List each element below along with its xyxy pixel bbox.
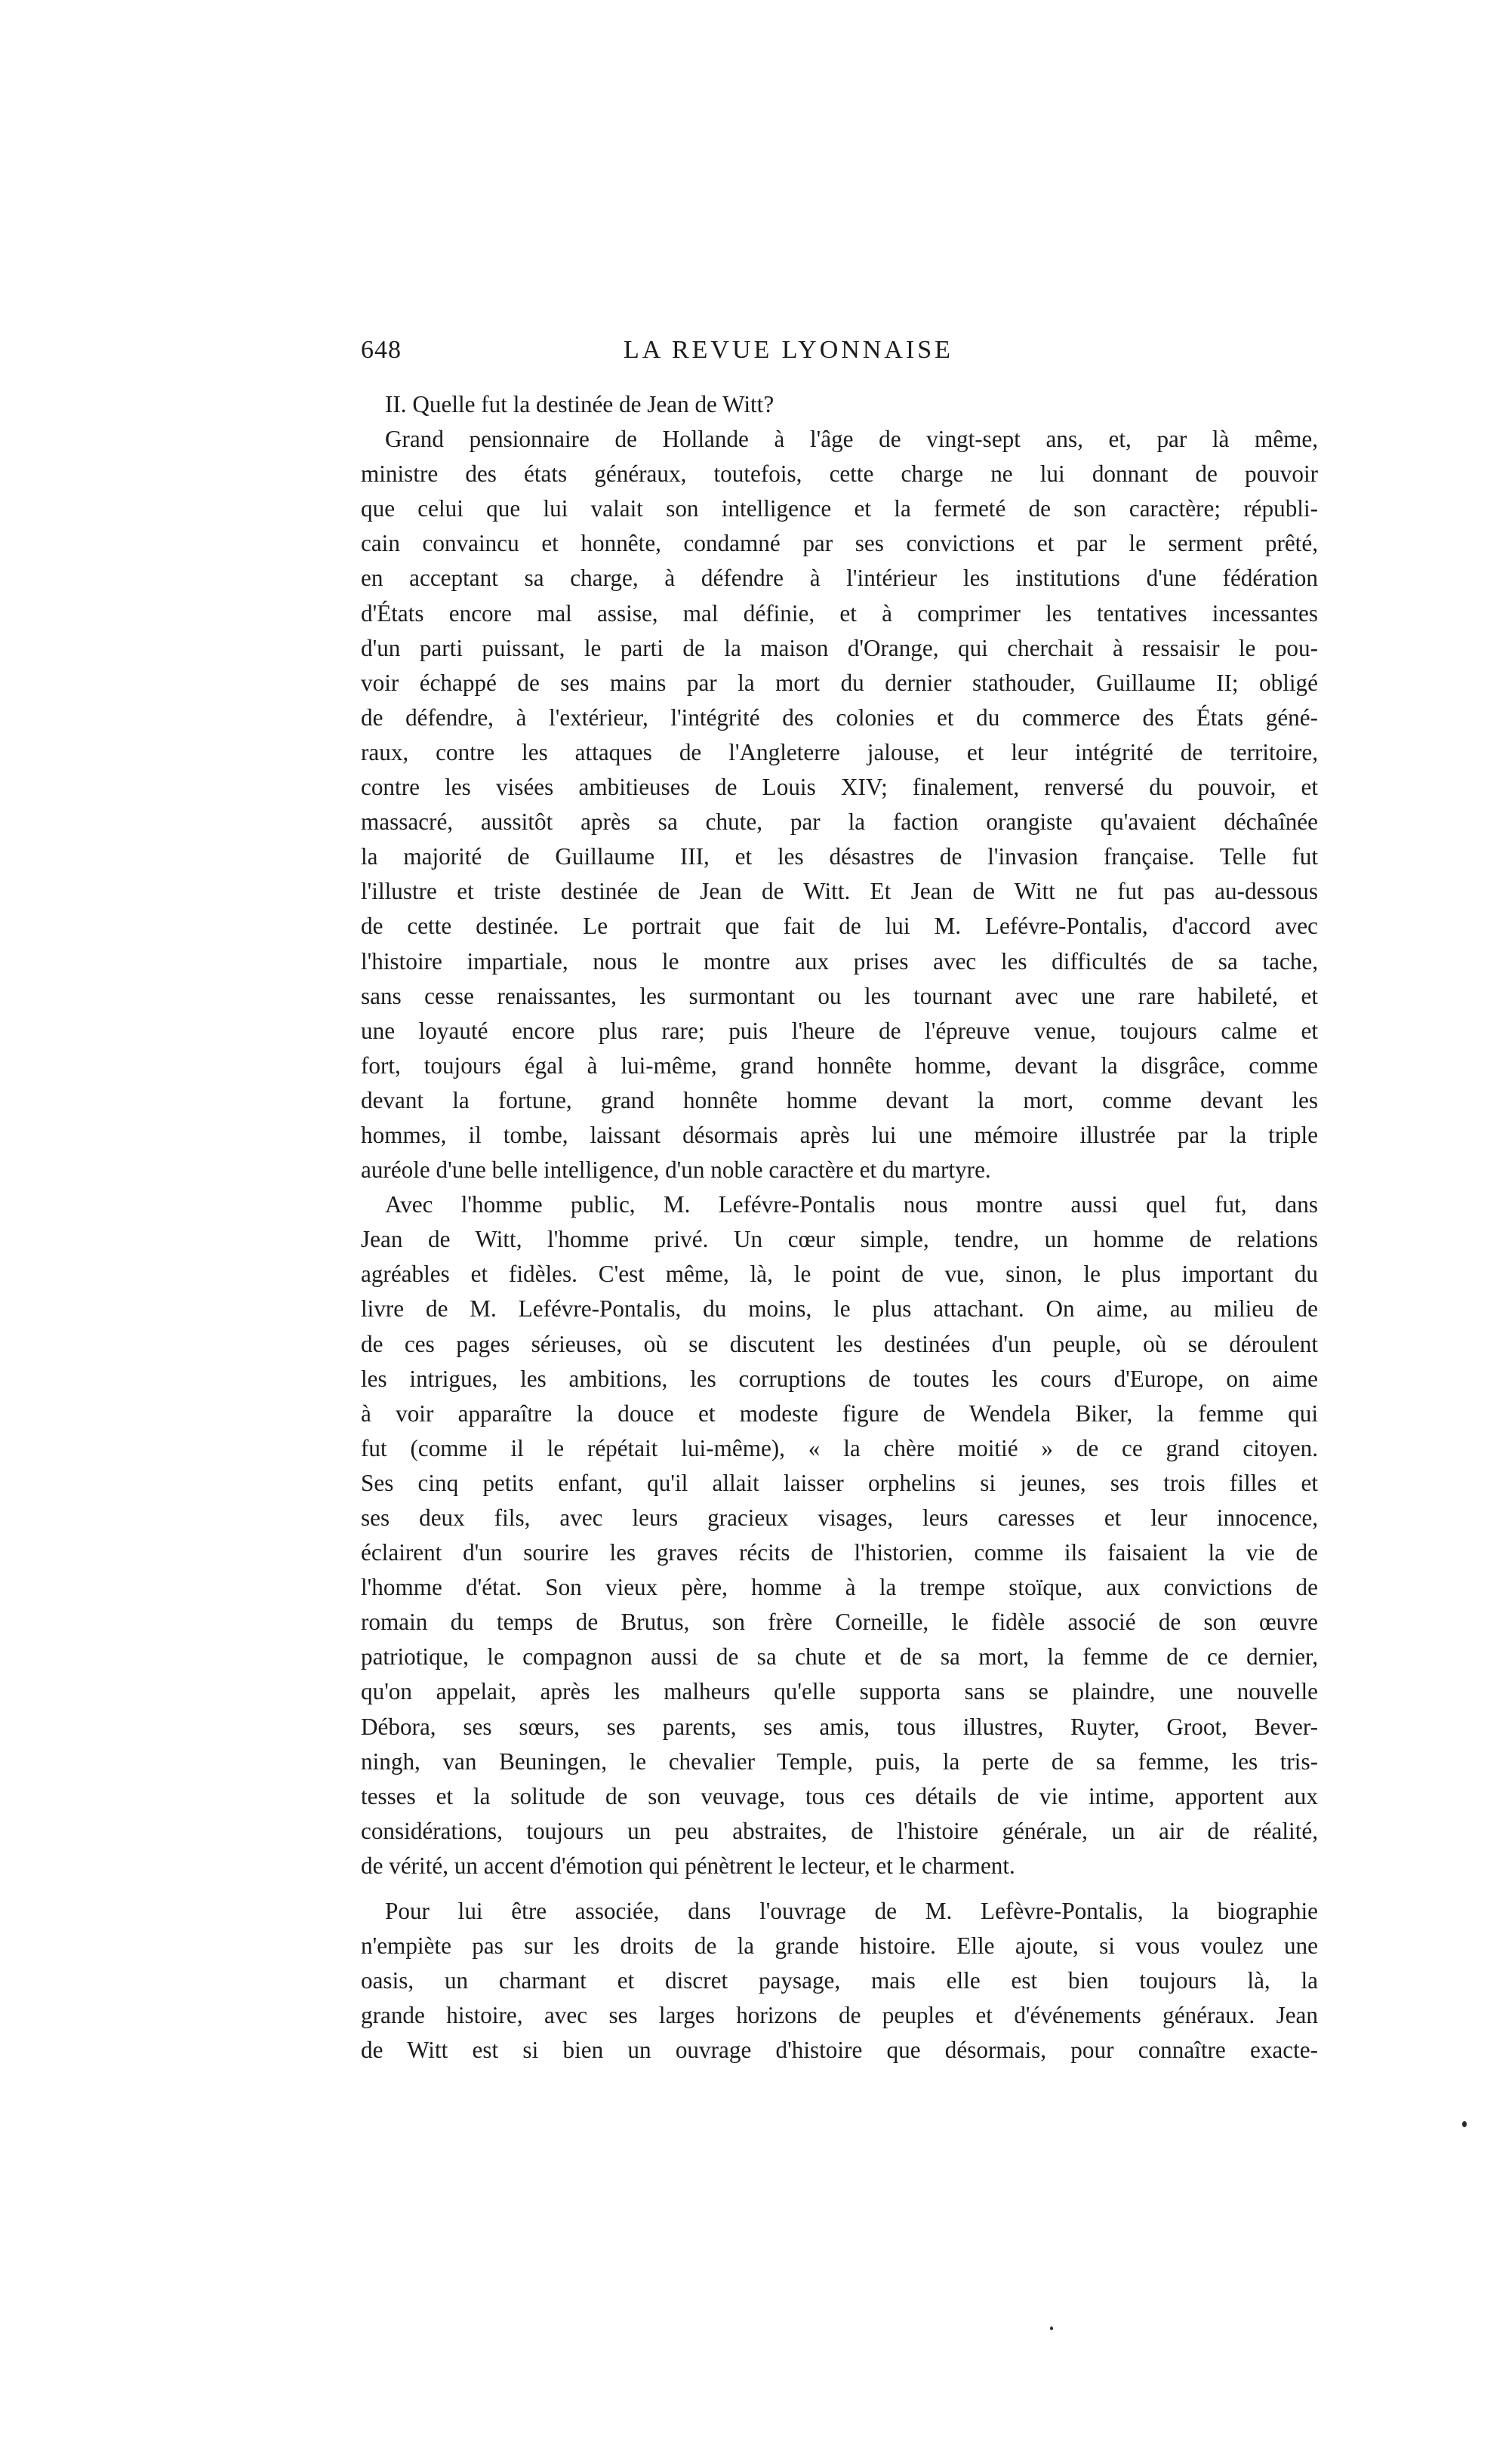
text-line: contre les visées ambitieuses de Louis XIV; finalement, renversé du pouvoir, et <box>361 774 1318 801</box>
text-line: Pour lui être associée, dans l'ouvrage de M. Lefèvre-Pontalis, la biographie <box>385 1898 1318 1925</box>
paragraph-2 <box>361 1187 1318 1883</box>
text-line: Débora, ses sœurs, ses parents, ses amis, tous illustres, Ruyter, Groot, Bever- <box>361 1713 1318 1740</box>
text-line: sans cesse renaissantes, les surmontant ou les tournant avec une rare habileté, et <box>361 982 1318 1009</box>
text-line: éclairent d'un sourire les graves récits de l'historien, comme ils faisaient la vie de <box>361 1539 1318 1566</box>
text-line: cain convaincu et honnête, condamné par ses convictions et par le serment prêté, <box>361 530 1318 557</box>
text-line: n'empiète pas sur les droits de la grande histoire. Elle ajoute, si vous voulez une <box>361 1932 1318 1960</box>
text-line: d'États encore mal assise, mal définie, et à comprimer les tentatives incessantes <box>361 599 1318 627</box>
text-line: l'histoire impartiale, nous le montre aux prises avec les difficultés de sa tache, <box>361 947 1318 975</box>
running-title: LA REVUE LYONNAISE <box>624 336 953 364</box>
text-line: fort, toujours égal à lui-même, grand honnête homme, devant la disgrâce, comme <box>361 1052 1318 1079</box>
text-line: les intrigues, les ambitions, les corruptions de toutes les cours d'Europe, on aime <box>361 1365 1318 1392</box>
text-line: devant la fortune, grand honnête homme devant la mort, comme devant les <box>361 1086 1318 1113</box>
text-line: fut (comme il le répétait lui-même), « la chère moitié » de ce grand citoyen. <box>361 1434 1318 1461</box>
page-number: 648 <box>361 336 402 364</box>
text-line: d'un parti puissant, le parti de la maison d'Orange, qui cherchait à ressaisir le pou- <box>361 634 1318 661</box>
text-line: l'homme d'état. Son vieux père, homme à la trempe stoïque, aux convictions de <box>361 1574 1318 1601</box>
text-line: Avec l'homme public, M. Lefévre-Pontalis nous montre aussi quel fut, dans <box>385 1191 1318 1218</box>
text-line: Jean de Witt, l'homme privé. Un cœur simple, tendre, un homme de relations <box>361 1226 1318 1253</box>
text-line: massacré, aussitôt après sa chute, par la faction orangiste qu'avaient déchaînée <box>361 808 1318 836</box>
paragraph-gap <box>361 1883 1318 1894</box>
body-text <box>361 387 1318 2068</box>
text-line: de cette destinée. Le portrait que fait de lui M. Lefévre-Pontalis, d'accord avec <box>361 913 1318 940</box>
text-line: l'illustre et triste destinée de Jean de Witt. Et Jean de Witt ne fut pas au-dessous <box>361 878 1318 905</box>
text-line: raux, contre les attaques de l'Angleterre jalouse, et leur intégrité de territoire, <box>361 738 1318 765</box>
text-line: auréole d'une belle intelligence, d'un noble caractère et du martyre. <box>361 1156 991 1184</box>
text-line: une loyauté encore plus rare; puis l'heure de l'épreuve venue, toujours calme et <box>361 1017 1318 1044</box>
text-line: que celui que lui valait son intelligence et la fermeté de son caractère; républi- <box>361 495 1318 522</box>
text-line: hommes, il tombe, laissant désormais après lui une mémoire illustrée par la triple <box>361 1121 1318 1148</box>
paragraph-3 <box>361 1894 1318 2068</box>
text-line: considérations, toujours un peu abstraites, de l'histoire générale, un air de réalité, <box>361 1817 1318 1844</box>
text-line: voir échappé de ses mains par la mort du dernier stathouder, Guillaume II; obligé <box>361 669 1318 696</box>
text-line: en acceptant sa charge, à défendre à l'intérieur les institutions d'une fédération <box>361 565 1318 592</box>
text-line: livre de M. Lefévre-Pontalis, du moins, le plus attachant. On aime, au milieu de <box>361 1295 1318 1323</box>
text-line: Ses cinq petits enfant, qu'il allait laisser orphelins si jeunes, ses trois filles et <box>361 1469 1318 1496</box>
text-line: ministre des états généraux, toutefois, cette charge ne lui donnant de pouvoir <box>361 460 1318 488</box>
text-line: Grand pensionnaire de Hollande à l'âge de vingt-sept ans, et, par là même, <box>385 426 1318 453</box>
text-line: agréables et fidèles. C'est même, là, le point de vue, sinon, le plus important du <box>361 1261 1318 1288</box>
section-question: II. Quelle fut la destinée de Jean de Witt? <box>385 391 774 417</box>
ink-speck <box>1462 2121 1467 2127</box>
text-line: de défendre, à l'extérieur, l'intégrité des colonies et du commerce des États géné- <box>361 704 1318 731</box>
text-line: oasis, un charmant et discret paysage, mais elle est bien toujours là, la <box>361 1967 1318 1994</box>
text-line: romain du temps de Brutus, son frère Corneille, le fidèle associé de son œuvre <box>361 1609 1318 1636</box>
text-line: tesses et la solitude de son veuvage, tous ces détails de vie intime, apportent aux <box>361 1782 1318 1809</box>
ink-speck <box>1050 2327 1053 2330</box>
text-line: de ces pages sérieuses, où se discutent les destinées d'un peuple, où se déroulent <box>361 1330 1318 1357</box>
paragraph-1 <box>361 422 1318 1187</box>
text-line: patriotique, le compagnon aussi de sa chute et de sa mort, la femme de ce dernier, <box>361 1643 1318 1671</box>
text-line: qu'on appelait, après les malheurs qu'elle supporta sans se plaindre, une nouvelle <box>361 1678 1318 1705</box>
page-header <box>361 336 1025 374</box>
text-line: grande histoire, avec ses larges horizons de peuples et d'événements généraux. Jean <box>361 2002 1318 2029</box>
text-line: à voir apparaître la douce et modeste figure de Wendela Biker, la femme qui <box>361 1400 1318 1427</box>
text-line: la majorité de Guillaume III, et les désastres de l'invasion française. Telle fut <box>361 843 1318 870</box>
text-line: de vérité, un accent d'émotion qui pénètrent le lecteur, et le charment. <box>361 1852 1015 1879</box>
text-line: ningh, van Beuningen, le chevalier Temple, puis, la perte de sa femme, les tris- <box>361 1748 1318 1775</box>
text-line: de Witt est si bien un ouvrage d'histoire que désormais, pour connaître exacte- <box>361 2037 1318 2064</box>
text-line: ses deux fils, avec leurs gracieux visages, leurs caresses et leur innocence, <box>361 1504 1318 1531</box>
